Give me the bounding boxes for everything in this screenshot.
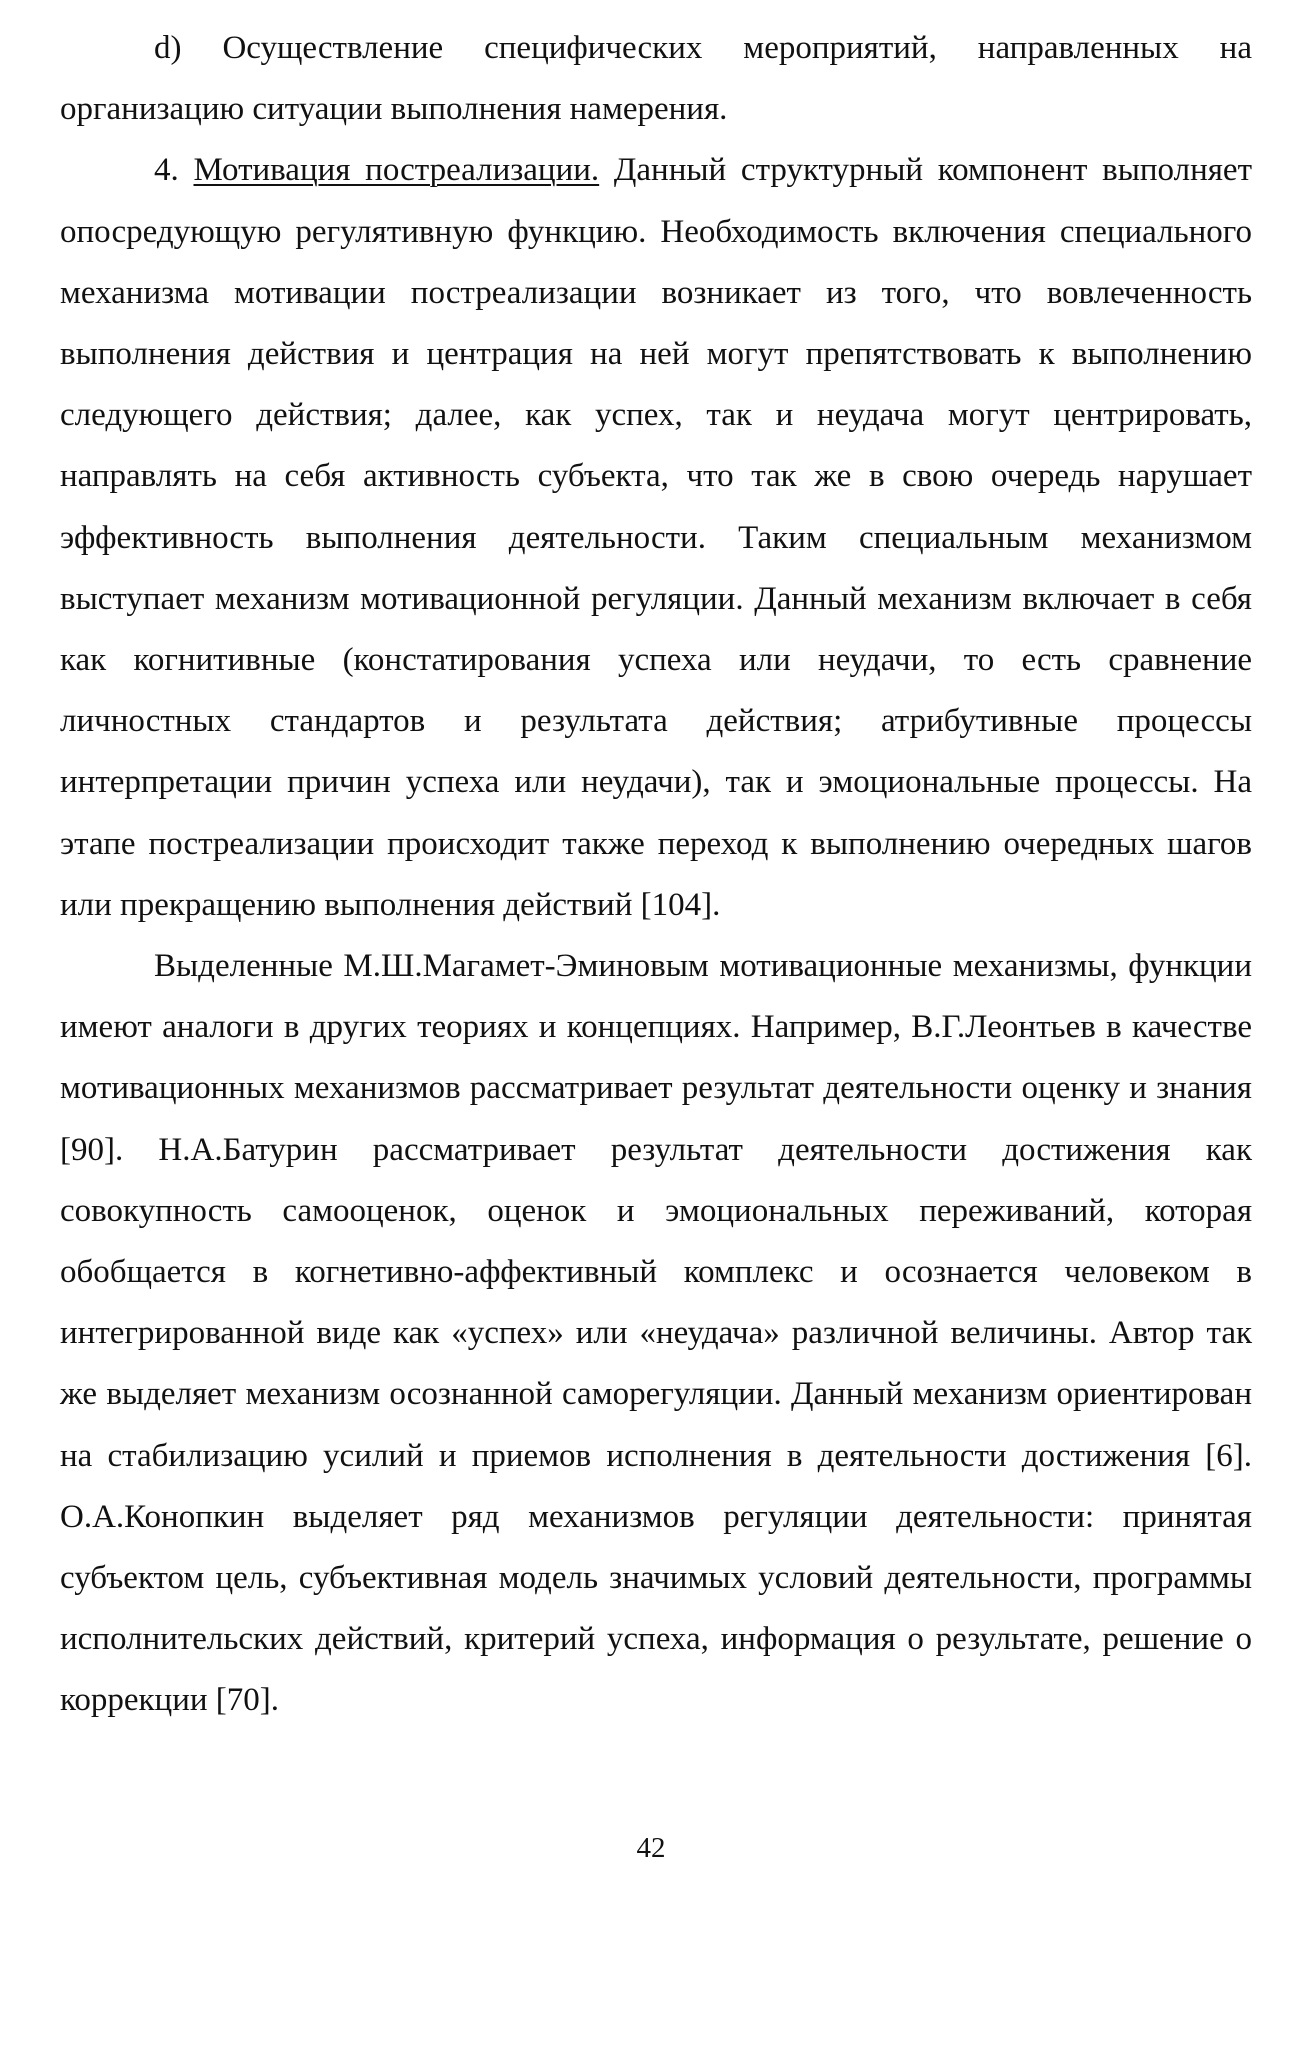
paragraph-mechanisms — [60, 936, 1252, 1732]
paragraph-text: Выделенные М.Ш.Магамет-Эминовым мотивационные механизмы, функции имеют аналоги в других теориях и концепциях. Например, В.Г.Леонтьев в качестве мотивационных механизмов рассматривает результат деятельности оценку и знания [90]. Н.А.Батурин рассматривает результат деятельности достижения как совокупность самооценок, оценок и эмоциональных переживаний, которая обобщается в когнетивно-аффективный комплекс и осознается человеком в интегрированной виде как «успех» или «неудача» различной величины. Автор так же выделяет механизм осознанной саморегуляции. Данный механизм ориентирован на стабилизацию усилий и приемов исполнения в деятельности достижения [6]. О.А.Конопкин выделяет ряд механизмов регуляции деятельности: принятая субъектом цель, субъективная модель значимых условий деятельности, программы исполнительских действий, критерий успеха, информация о результате, решение о коррекции [70]. — [60, 948, 1252, 1719]
paragraph-postrealization — [60, 140, 1252, 936]
paragraph-text: Данный структурный компонент выполняет опосредующую регулятивную функцию. Необходимость включения специального механизма мотивации постреализации возникает из того, что вовлеченность выполнения действия и центрация на ней могут препятствовать к выполнению следующего действия; далее, как успех, так и неудача могут центрировать, направлять на себя активность субъекта, что так же в свою очередь нарушает эффективность выполнения деятельности. Таким специальным механизмом выступает механизм мотивационной регуляции. Данный механизм включает в себя как когнитивные (констатирования успеха или неудачи, то есть сравнение личностных стандартов и результата действия; атрибутивные процессы интерпретации причин успеха или неудачи), так и эмоциональные процессы. На этапе постреализации происходит также переход к выполнению очередных шагов или прекращению выполнения действий [104]. — [60, 152, 1252, 923]
section-heading: Мотивация постреализации. — [193, 152, 600, 189]
paragraph-number: 4. — [154, 152, 194, 189]
paragraph-text: d) Осуществление специфических мероприятий, направленных на организацию ситуации выполнения намерения. — [60, 30, 1252, 128]
body-text — [60, 18, 1252, 1732]
page-number: 42 — [636, 1832, 666, 1864]
paragraph-item-d — [60, 18, 1252, 140]
